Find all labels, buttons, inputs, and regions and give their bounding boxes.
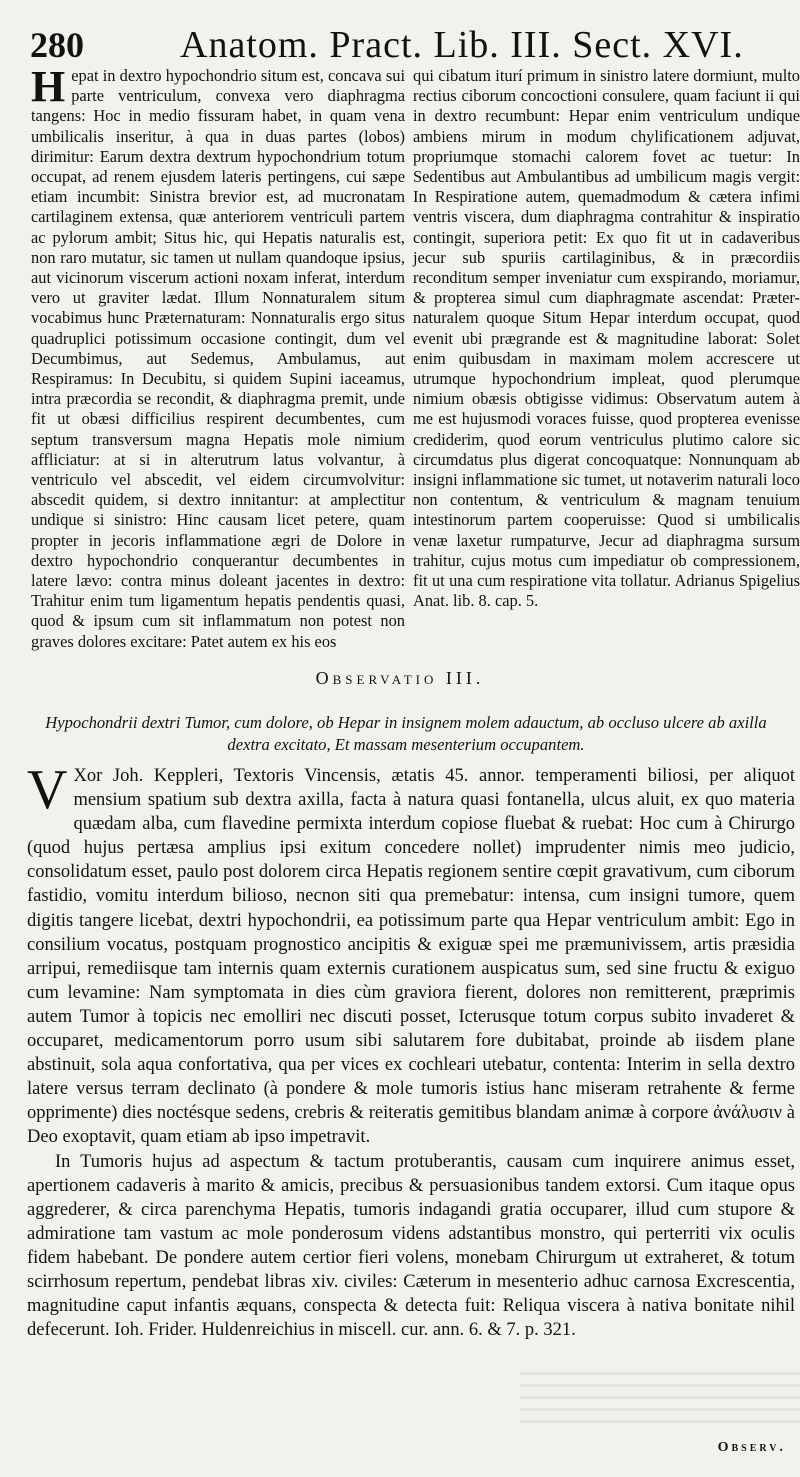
left-column-text: epat in dextro hypochondrio situm est, concava sui parte ventriculum, convexa vero diaphragma tangens: Hoc in medio fissuram habet, in quam vena umbilicalis inseritur, à qua in duas partes (lobos) dirimitur: Earum dextra dextrum hypochondrium totum occupat, ad renem ejusdem lateris pertingens, cui sæpe etiam incumbit: Sinistra brevior est, ad mucronatam cartilaginem extensa, quæ anteriorem ventriculi partem ac pylorum ambit; Situs hic, qui Hepatis naturalis est, non raro mutatur, sic tamen ut nullam quandoque ipsius, aut vicinorum viscerum actioni noxam inferat, interdum vero ut graviter lædat. Illum Nonnaturalem situm vocabimus hunc Præternaturam: Nonnaturalis ergo situs quadruplici potissimum occasione contingit, dum vel Decumbimus, aut Sedemus, Ambulamus, aut Respiramus: In Decubitu, si quidem Supini iaceamus, intra præcordia se recondit, & diaphragma premit, unde fit ut obæsi difficilius respirent decumbentes, cum septum transversum magna Hepatis mole nimium affliciatur: at si in alterutrum latus volvantur, à ventriculo vel abscedit, vel eidem circumvolvitur: abscedit quidem, si dextro innitantur: at amplectitur undique si sinistro: Hinc causam licet petere, quam propter in jecoris inflammatione ægri de Dolore in dextro hypochondrio conquerantur decumbentes in latere lævo: contra minus doleant jacentes in dextro: Trahitur enim tum ligamentum hepatis pendentis quasi, quod & ipsum cum sit inflammatum non potest non graves dolores excitare: Patet autem ex his eos — [31, 66, 405, 651]
page-header — [30, 22, 800, 72]
right-column — [413, 66, 800, 611]
left-column-paragraph — [31, 62, 405, 652]
catchword: Observ. — [717, 1440, 786, 1455]
body-paragraph-1 — [27, 759, 795, 1150]
body-paragraph-2: In Tumoris hujus ad aspectum & tactum protuberantis, causam cum inquirere animus esset, apertionem cadaveris à marito & amicis, precibus & persuasionibus tandem extorsi. Cum itaque opus aggrederer, & circa parenchyma Hepatis, tumoris indagandi gratia occuparer, illud cum stupore & admiratione tam vastum ac mole ponderosum videns adstantibus monstro, qui perterriti vix oculis fidem habebant. De pondere autem certior fieri volens, monebam Chirurgum ut extraheret, & totum scirrhosum repertum, pendebat libras xiv. civiles: Cæterum in mesenterio adhuc carnosa Excrescentia, magnitudine caput infantis æquans, conspecta & detecta fuit: Reliqua viscera à nativa bonitate nihil defecerunt. Ioh. Frider. Huldenreichius in miscell. cur. ann. 6. & 7. p. 321. — [27, 1151, 795, 1341]
running-head: Anatom. Pract. Lib. III. Sect. XVI. — [180, 24, 744, 66]
observation-title: Observatio III. — [315, 668, 485, 688]
drop-cap: H — [31, 62, 66, 111]
body-paragraph-1-text: Xor Joh. Keppleri, Textoris Vincensis, ætatis 45. annor. temperamenti biliosi, per aliquot mensium spatium sub dextra axilla, facta à natura quasi fontanella, ulcus aluit, ex quo materia quædam alba, cum flavedine permixta interdum copiose fluebat & ruebat: Hoc cum à Chirurgo (quod hujus pertæsa amplius ipsi exitum concedere nollet) imprudenter nimis meo judicio, consolidatum esset, paulo post dolorem circa Hepatis regionem sentire cœpit gravativum, cum ciborum fastidio, vomitu interdum bilioso, necnon siti qua premebatur: intensa, cum insigni tumore, quem digitis tangere licebat, dextri hypochondrii, ea potissimum parte qua Hepar ventriculum ambit: Ego in consilium vocatus, postquam prognostico ancipitis & exiguæ spei me præmunivissem, artis præsidia arripui, remediisque tam internis quam externis curationem auspicatus sum, sed sine fructu & exiguo cum levamine: Nam symptomata in dies cùm graviora fierent, dolores non remitterent, præprimis autem Tumor à topicis nec emolliri nec discuti posset, Icterusque totum corpus subito invaderet & occuparet, medicamentorum porro usum sibi salutarem fore dubitabat, proinde ab iisdem plane abstinuit, sola aqua confortativa, qua per vices ex cochleari utebatur, contenta: Interim in sella dextro latere versus terram declinato (à pondere & mole tumoris istius hanc miseram retrahente & ferme opprimente) dies noctésque sedens, crebris & reiteratis gemitibus blandam animæ à corpore ἀνάλυσιν à Deo exoptavit, quam etiam ab ipso impetravit. — [27, 766, 795, 1148]
page-number: 280 — [30, 25, 84, 65]
body-drop-cap: V — [27, 759, 68, 821]
right-column-text: qui cibatum iturí primum in sinistro latere dormiunt, multo rectius ciborum concoctioni consulere, quam faciunt ii qui in dextro recumbunt: Hepar enim ventriculum undique ambiens mirum in modum chylificationem adjuvat, propriumque stomachi calorem fovet ac tuetur: In Sedentibus aut Ambulantibus ad umbilicum magis vergit: In Respiratione autem, quemadmodum & cætera infimi ventris viscera, dum diaphragma contrahitur & inspiratio contingit, superiora petit: Ex quo fit ut in cadaveribus jecur sub spuriis cartilaginibus, & in præcordiis reconditum semper inveniatur cum exspirando, moriamur, & propterea simul cum diaphragmate ascendat: Præter-naturalem quoque Situm Hepar interdum occupat, quod evenit ubi prægrande est & magnitudine laborat: Solet enim quibusdam in maximam molem accrescere ut utrumque hypochondrium impleat, quod plerumque nimium obæsis obtigisse vidimus: Observatum autem à me est hujusmodi voraces fuisse, quod propterea evenisse crediderim, quod eorum ventriculus plutimo calore sic circumdatus plus digerat concoquatque: Nonnunquam ab insigni inflammatione sic tumet, ut notaverim naturali loco non contentum, & ventriculum & magnam tenuium intestinorum partem cooperuisse: Quod si umbilicalis venæ laxetur rumpaturve, Jecur ad diaphragma sursum trahitur, cujus motus cum impediatur ob compressionem, fit ut una cum respiratione vita tollatur. Adrianus Spigelius Anat. lib. 8. cap. 5. — [413, 66, 800, 611]
left-column — [31, 62, 405, 652]
show-through-shadow — [520, 1372, 800, 1432]
observation-subtitle: Hypochondrii dextri Tumor, cum dolore, ob Hepar in insignem molem adauctum, ab occluso ulcere ab axilla dextra excitato, Et massam mesenterium occupantem. — [45, 713, 767, 754]
observation-body — [27, 759, 795, 1342]
